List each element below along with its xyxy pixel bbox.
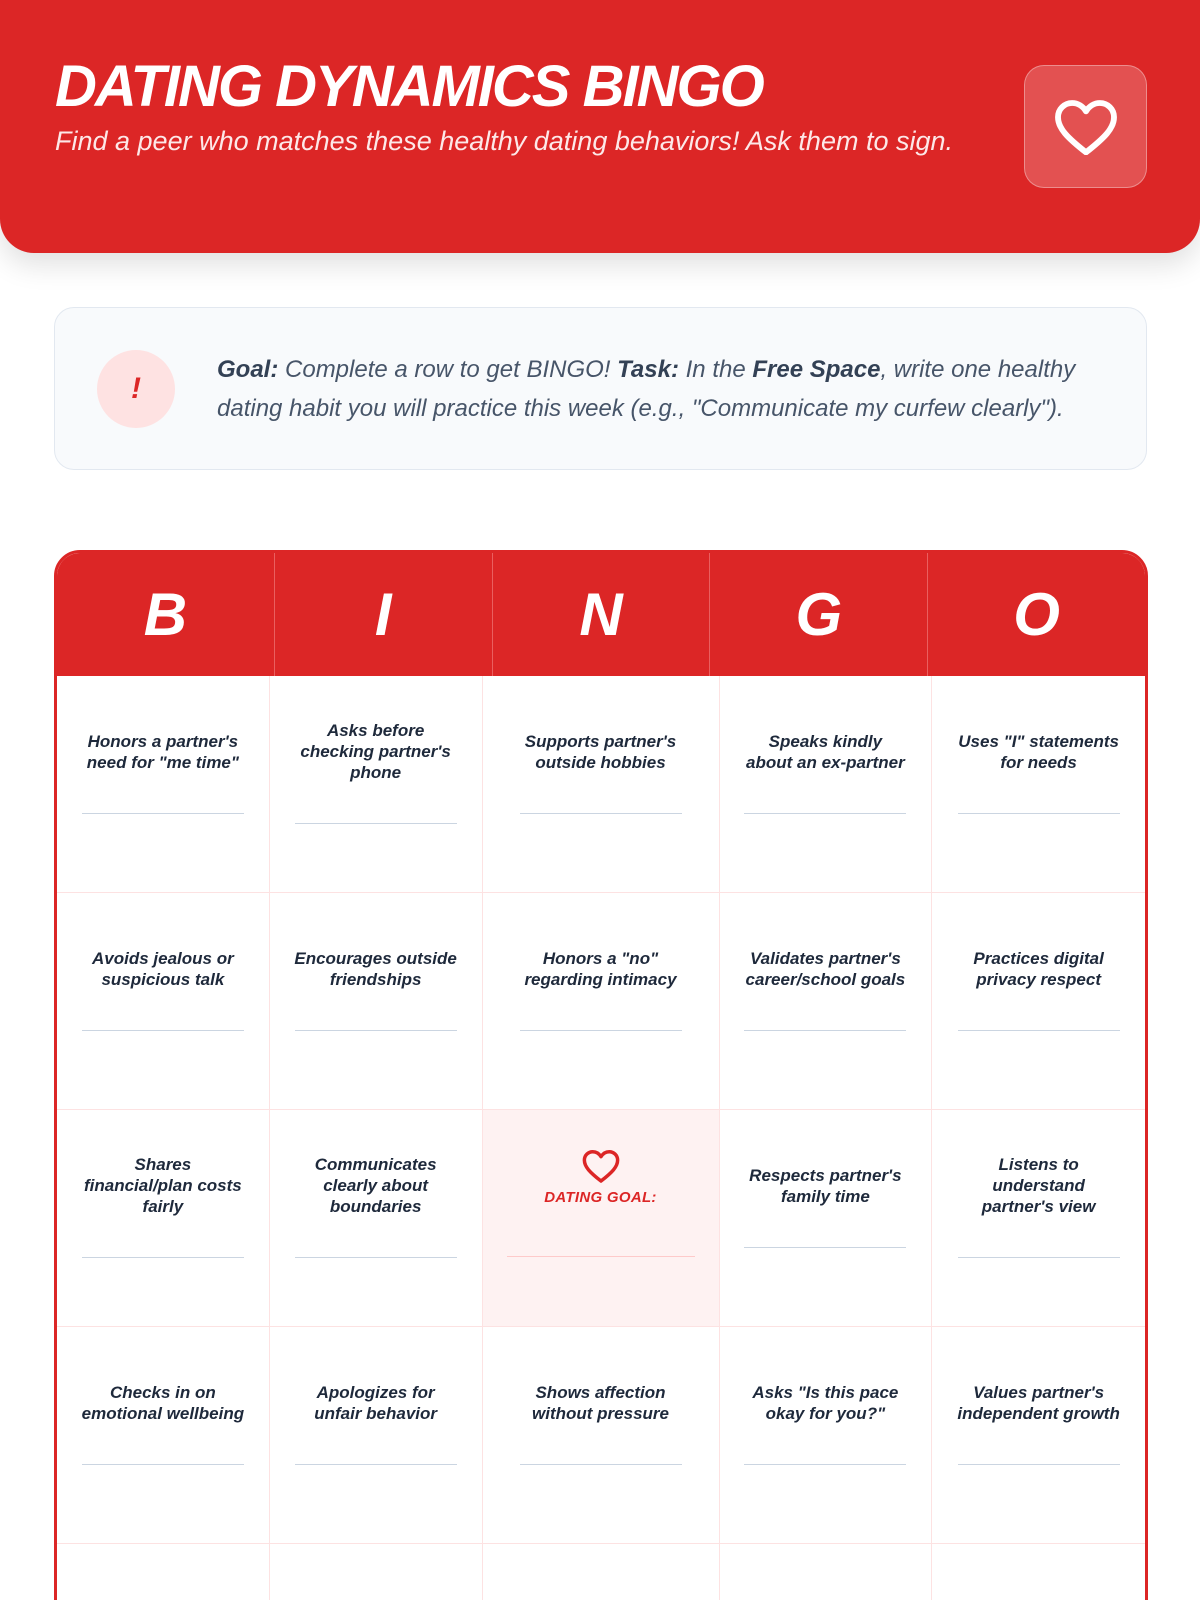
- bingo-cell[interactable]: [720, 676, 933, 893]
- bingo-cell[interactable]: [932, 1110, 1145, 1327]
- cell-label: Asks before checking partner's phone: [300, 721, 451, 782]
- goal-text: Complete a row to get BINGO!: [278, 356, 618, 383]
- bingo-cell[interactable]: [932, 676, 1145, 893]
- bingo-grid: [57, 676, 1145, 1600]
- cell-label: Uses "I" statements for needs: [958, 731, 1119, 772]
- bingo-cell[interactable]: [932, 1327, 1145, 1544]
- signature-line[interactable]: [958, 1464, 1120, 1465]
- bingo-letter: G: [710, 553, 928, 676]
- cell-label: Shares financial/plan costs fairly: [83, 1155, 242, 1216]
- cell-label: Practices digital privacy respect: [973, 948, 1104, 989]
- task-text-2: , write one healthy dating habit you will practice this week (e.g., "Communicate my curfew clearly").: [217, 356, 1076, 422]
- signature-line[interactable]: [958, 813, 1120, 814]
- free-space-title: DATING GOAL:: [544, 1189, 657, 1206]
- cell-label: Listens to understand partner's view: [981, 1155, 1096, 1216]
- bingo-cell[interactable]: [483, 1327, 720, 1544]
- heart-icon: [582, 1149, 620, 1183]
- bingo-cell[interactable]: [57, 1110, 270, 1327]
- signature-line[interactable]: [295, 1464, 457, 1465]
- signature-line[interactable]: [520, 813, 682, 814]
- goal-label: Goal:: [217, 356, 279, 383]
- bingo-cell[interactable]: [720, 893, 933, 1110]
- cell-label: Respects partner's family time: [749, 1165, 902, 1206]
- page-subtitle: Find a peer who matches these healthy dating behaviors! Ask them to sign.: [55, 126, 954, 156]
- bingo-letter: N: [493, 553, 711, 676]
- signature-line[interactable]: [82, 1257, 244, 1258]
- signature-line[interactable]: [958, 1257, 1120, 1258]
- cell-label: Encourages outside friendships: [294, 948, 457, 989]
- goal-box: [54, 307, 1147, 470]
- signature-line[interactable]: [744, 813, 906, 814]
- cell-label: Communicates clearly about boundaries: [314, 1155, 437, 1216]
- signature-line[interactable]: [295, 1257, 457, 1258]
- heart-badge: [1024, 65, 1147, 188]
- signature-line[interactable]: [744, 1247, 906, 1248]
- signature-line[interactable]: [295, 1030, 457, 1031]
- task-text-1: In the: [678, 356, 753, 383]
- cell-label: Honors a "no" regarding intimacy: [524, 948, 677, 989]
- bingo-cell[interactable]: [270, 676, 483, 893]
- bingo-cell[interactable]: [720, 1544, 933, 1600]
- bingo-cell[interactable]: [720, 1327, 933, 1544]
- bingo-cell[interactable]: [57, 1544, 270, 1600]
- bingo-cell[interactable]: [720, 1110, 933, 1327]
- bingo-cell[interactable]: [932, 893, 1145, 1110]
- goal-instructions: [217, 350, 1132, 428]
- cell-label: Shows affection without pressure: [532, 1382, 669, 1423]
- header: [0, 0, 1200, 253]
- cell-label: Values partner's independent growth: [957, 1382, 1120, 1423]
- signature-line[interactable]: [958, 1030, 1120, 1031]
- signature-line[interactable]: [82, 1030, 244, 1031]
- bingo-board: [54, 550, 1148, 1600]
- cell-label: Apologizes for unfair behavior: [314, 1382, 438, 1423]
- bingo-cell[interactable]: [57, 1327, 270, 1544]
- goal-write-line[interactable]: [507, 1256, 695, 1257]
- free-space-cell[interactable]: [483, 1110, 720, 1327]
- bingo-cell[interactable]: [270, 1327, 483, 1544]
- bingo-cell[interactable]: [270, 1544, 483, 1600]
- bingo-header-row: [57, 553, 1145, 676]
- bingo-cell[interactable]: [483, 676, 720, 893]
- signature-line[interactable]: [520, 1030, 682, 1031]
- cell-label: Honors a partner's need for "me time": [86, 731, 239, 772]
- bingo-cell[interactable]: [932, 1544, 1145, 1600]
- free-space-label: Free Space: [752, 356, 881, 383]
- signature-line[interactable]: [744, 1464, 906, 1465]
- cell-label: Supports partner's outside hobbies: [524, 731, 677, 772]
- bingo-cell[interactable]: [483, 1544, 720, 1600]
- bingo-letter: B: [57, 553, 275, 676]
- cell-label: Avoids jealous or suspicious talk: [92, 948, 234, 989]
- signature-line[interactable]: [82, 813, 244, 814]
- cell-label: Validates partner's career/school goals: [745, 948, 906, 989]
- signature-line[interactable]: [744, 1030, 906, 1031]
- bingo-cell[interactable]: [270, 893, 483, 1110]
- page-title: DATING DYNAMICS BINGO: [55, 54, 763, 119]
- signature-line[interactable]: [295, 823, 457, 824]
- task-label: Task:: [617, 356, 679, 383]
- cell-label: Asks "Is this pace okay for you?": [752, 1382, 899, 1423]
- signature-line[interactable]: [82, 1464, 244, 1465]
- bingo-cell[interactable]: [57, 676, 270, 893]
- heart-icon: [1054, 99, 1118, 155]
- signature-line[interactable]: [520, 1464, 682, 1465]
- bingo-cell[interactable]: [57, 893, 270, 1110]
- alert-icon: !: [97, 350, 175, 428]
- bingo-letter: O: [1013, 581, 1060, 648]
- cell-label: Speaks kindly about an ex-partner: [746, 731, 905, 772]
- bingo-cell[interactable]: [270, 1110, 483, 1327]
- bingo-cell[interactable]: [483, 893, 720, 1110]
- bingo-letter: I: [275, 553, 493, 676]
- cell-label: Checks in on emotional wellbeing: [81, 1382, 245, 1423]
